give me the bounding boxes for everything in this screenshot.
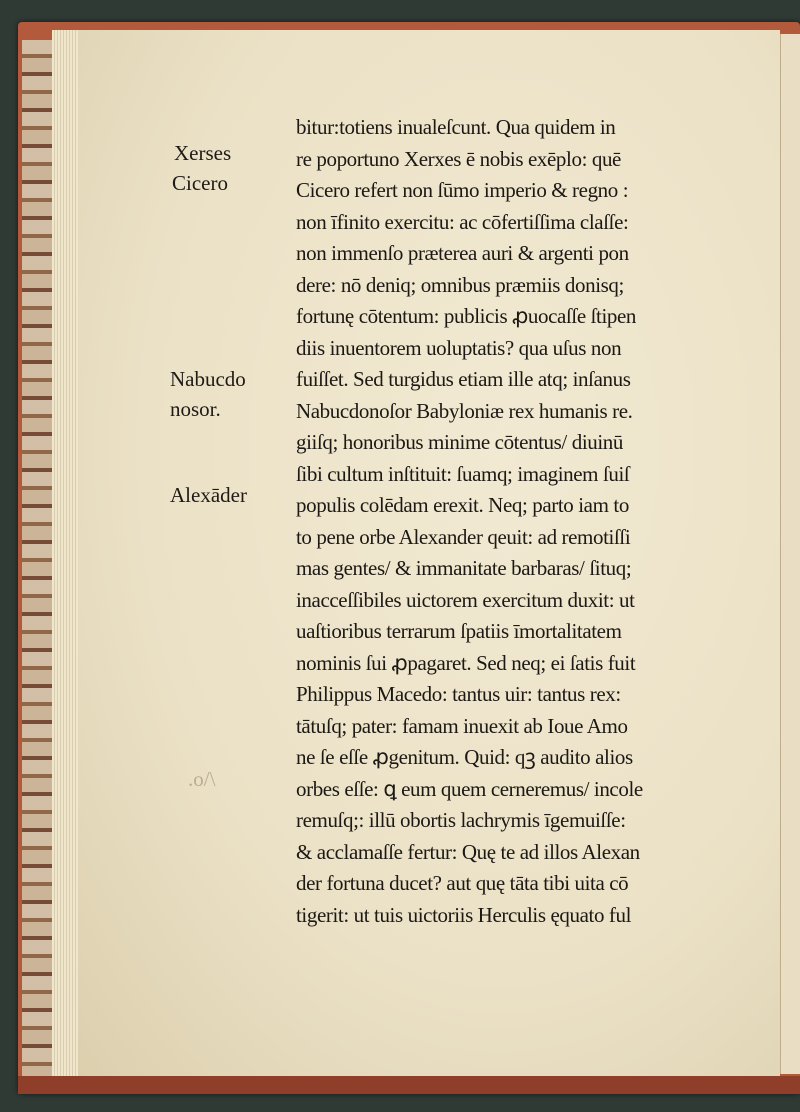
main-text-block xyxy=(296,112,716,931)
text-line: nominis ſui ꝓpagaret. Sed neq; ei ſatis fuit xyxy=(296,650,636,675)
margin-note-alexander: Alexāder xyxy=(170,483,247,507)
text-line: fuiſſet. Sed turgidus etiam ille atq; inſanus xyxy=(296,367,631,391)
page-edges xyxy=(52,30,80,1078)
text-line: mas gentes/ & immanitate barbaras/ ſituq; xyxy=(296,556,632,580)
text-line: Cicero refert non ſūmo imperio & regno : xyxy=(296,178,629,202)
text-line: fortunę cōtentum: publicis ꝓuocaſſe ſtipen xyxy=(296,304,637,328)
text-line: ſibi cultum inſtituit: ſuamq; imaginem ſuiſ xyxy=(296,461,630,486)
text-line: uaſtioribus terrarum ſpatiis īmortalitatem xyxy=(296,619,622,643)
cover-bottom-edge xyxy=(18,1076,800,1094)
text-line: to pene orbe Alexander qeuit: ad remotiſſi xyxy=(296,524,631,549)
text-line: bitur:totiens inualeſcunt. Qua quidem in xyxy=(296,115,616,139)
text-line: populis colēdam erexit. Neq; parto iam to xyxy=(296,493,629,517)
marbled-edge xyxy=(22,40,52,1080)
text-line: dere: nō deniq; omnibus præmiis donisq; xyxy=(296,272,624,297)
margin-note-nabucdo: Nabucdo xyxy=(170,367,246,391)
text-line: der fortuna ducet? aut quę tāta tibi uita cō xyxy=(296,871,629,895)
text-line: Nabucdonoſor Babyloniæ rex humanis re. xyxy=(296,398,633,423)
facing-page-edge xyxy=(780,34,800,1074)
margin-note-nosor: nosor. xyxy=(170,397,221,421)
margin-note-faint: .o/\ xyxy=(188,767,216,791)
text-line: inacceſſibiles uictorem exercitum duxit: ut xyxy=(296,587,635,612)
margin-note-xerses: Xerses xyxy=(174,141,232,165)
text-line: non immenſo præterea auri & argenti pon xyxy=(296,241,629,265)
text-line: Philippus Macedo: tantus uir: tantus rex: xyxy=(296,682,621,706)
text-line: orbes eſſe: ꝗ eum quem cerneremus/ incole xyxy=(296,776,643,801)
text-line: giiſq; honoribus minime cōtentus/ diuinū xyxy=(296,430,623,454)
margin-note-cicero: Cicero xyxy=(172,171,228,195)
text-line: tātuſq; pater: famam inuexit ab Ioue Amo xyxy=(296,713,628,738)
text-line: remuſq;: illū obortis lachrymis īgemuiſſe: xyxy=(296,808,626,832)
text-line: re poportuno Xerxes ē nobis exēplo: quē xyxy=(296,146,621,171)
text-line: tigerit: ut tuis uictoriis Herculis ęquato ful xyxy=(296,902,632,927)
text-line: ne ſe eſſe ꝓgenitum. Quid: qꝫ audito alios xyxy=(296,745,633,769)
text-line: non īfinito exercitu: ac cōfertiſſima claſſe: xyxy=(296,209,629,234)
text-line: & acclamaſſe fertur: Quę te ad illos Alexan xyxy=(296,839,640,864)
text-line: diis inuentorem uoluptatis? qua uſus non xyxy=(296,335,622,360)
